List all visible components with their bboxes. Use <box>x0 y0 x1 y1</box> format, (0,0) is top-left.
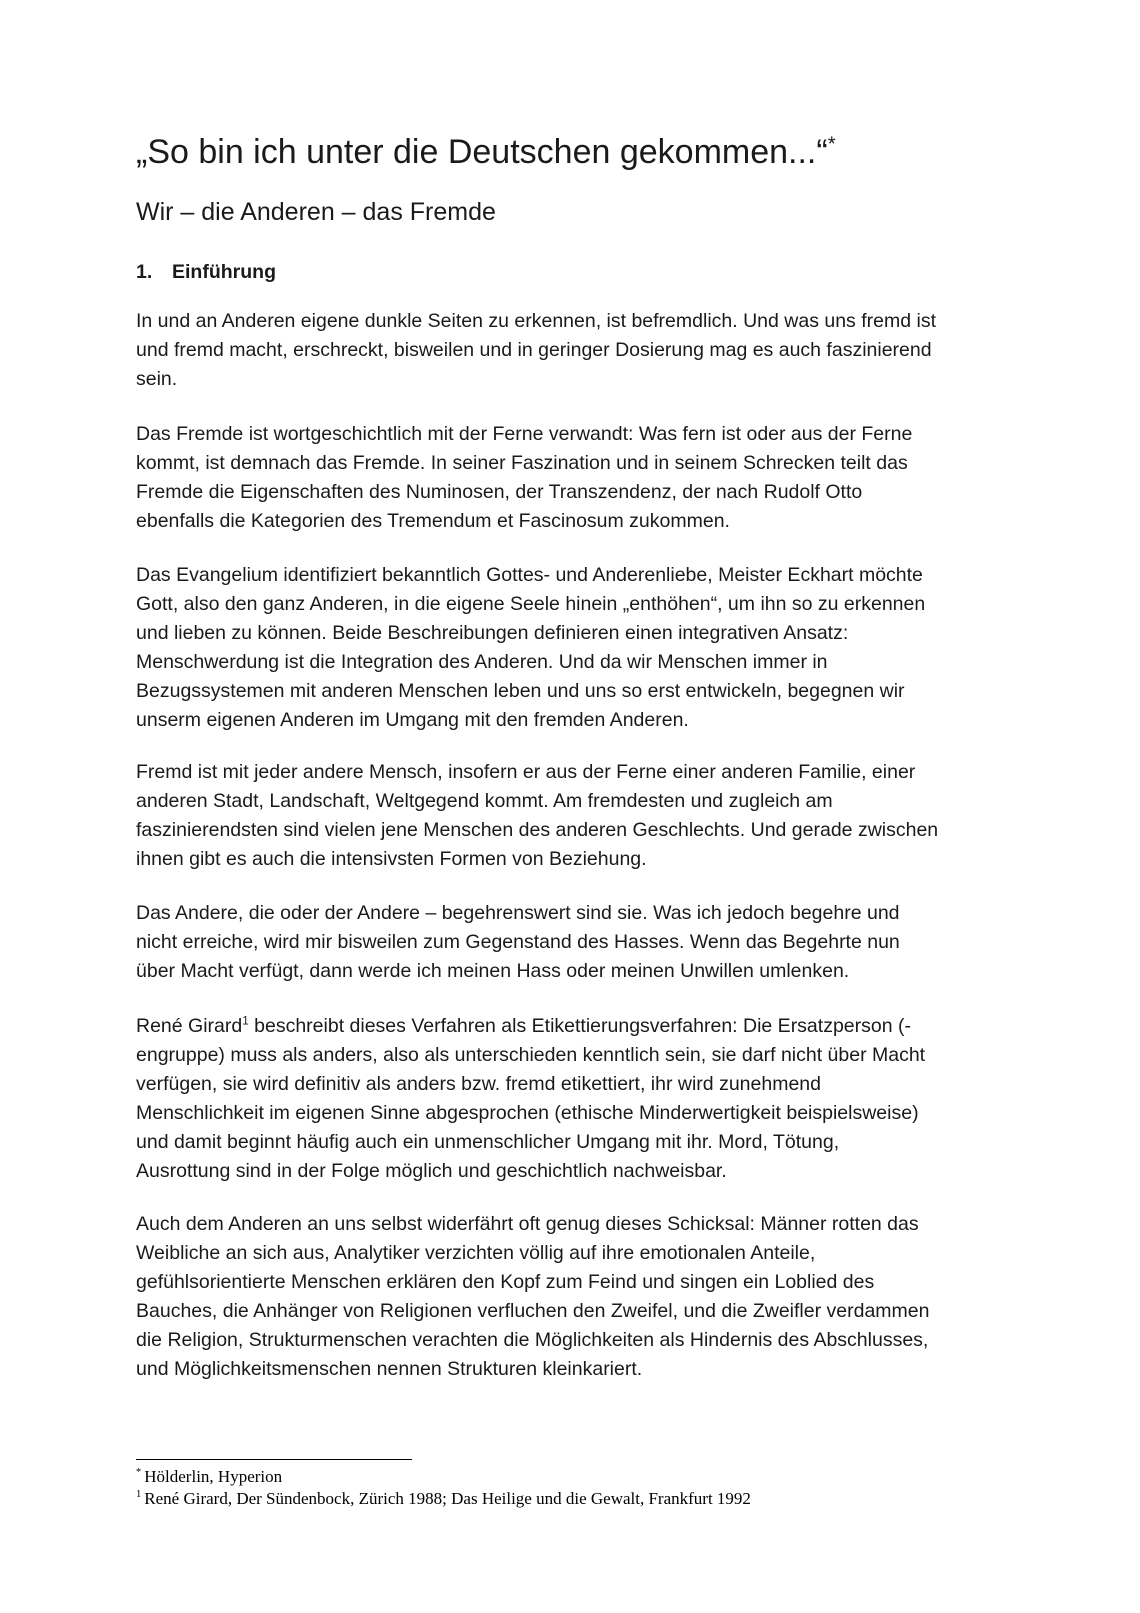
footnote-separator <box>136 1459 412 1460</box>
text-line: ihnen gibt es auch die intensivsten Formen von Beziehung. <box>136 848 647 870</box>
text-line: Das Fremde ist wortgeschichtlich mit der Ferne verwandt: Was fern ist oder aus der Ferne <box>136 423 913 445</box>
footnote-text: Hölderlin, Hyperion <box>144 1467 283 1486</box>
text-line: Bauches, die Anhänger von Religionen verfluchen den Zweifel, und die Zweifler verdammen <box>136 1300 930 1322</box>
paragraph-5 <box>136 899 1016 986</box>
text-line: Fremde die Eigenschaften des Numinosen, der Transzendenz, der nach Rudolf Otto <box>136 481 863 503</box>
footnote-mark: * <box>136 1467 142 1479</box>
text-line: ebenfalls die Kategorien des Tremendum et Fascinosum zukommen. <box>136 510 730 532</box>
text-line: Das Evangelium identifiziert bekanntlich Gottes- und Anderenliebe, Meister Eckhart möchte <box>136 564 923 586</box>
footnote-mark: 1 <box>136 1489 142 1501</box>
paragraph-girard <box>136 1012 1016 1186</box>
paragraph-last <box>136 1210 1016 1384</box>
text-line: nicht erreiche, wird mir bisweilen zum Gegenstand des Hasses. Wenn das Begehrte nun <box>136 931 900 953</box>
paragraph-2 <box>136 420 1016 536</box>
section-number: 1. <box>136 261 153 283</box>
text-line: und damit beginnt häufig auch ein unmenschlicher Umgang mit ihr. Mord, Tötung, <box>136 1131 840 1153</box>
text-line: In und an Anderen eigene dunkle Seiten zu erkennen, ist befremdlich. Und was uns fremd ist <box>136 310 936 332</box>
section-label: Einführung <box>172 261 276 283</box>
document-title <box>136 132 836 172</box>
text-line: Menschlichkeit im eigenen Sinne abgesprochen (ethische Minderwertigkeit beispielsweise) <box>136 1102 919 1124</box>
text-line: Auch dem Anderen an uns selbst widerfährt oft genug dieses Schicksal: Männer rotten das <box>136 1213 919 1235</box>
paragraph-3 <box>136 561 1016 735</box>
text-line: Bezugssystemen mit anderen Menschen leben und uns so erst entwickeln, begegnen wir <box>136 680 905 702</box>
document-subtitle: Wir – die Anderen – das Fremde <box>136 198 496 226</box>
text-line: Das Andere, die oder der Andere – begehrenswert sind sie. Was ich jedoch begehre und <box>136 902 900 924</box>
text-line: Weibliche an sich aus, Analytiker verzichten völlig auf ihre emotionalen Anteile, <box>136 1242 816 1264</box>
author-name: René Girard <box>136 1015 243 1037</box>
section-heading <box>136 259 276 285</box>
text-line: und lieben zu können. Beide Beschreibungen definieren einen integrativen Ansatz: <box>136 622 849 644</box>
text-line: über Macht verfügt, dann werde ich meinen Hass oder meinen Unwillen umlenken. <box>136 960 850 982</box>
footnote-1 <box>136 1488 751 1510</box>
text-line: und Möglichkeitsmenschen nennen Strukturen kleinkariert. <box>136 1358 643 1380</box>
text-line: und fremd macht, erschreckt, bisweilen und in geringer Dosierung mag es auch faszinierend <box>136 339 932 361</box>
text-line: Gott, also den ganz Anderen, in die eigene Seele hinein „enthöhen“, um ihn so zu erkennen <box>136 593 926 615</box>
title-footnote-mark: * <box>827 133 836 156</box>
footnote-text: René Girard, Der Sündenbock, Zürich 1988; Das Heilige und die Gewalt, Frankfurt 1992 <box>144 1489 751 1508</box>
text-line: gefühlsorientierte Menschen erklären den Kopf zum Feind und singen ein Loblied des <box>136 1271 875 1293</box>
footnote-star <box>136 1466 282 1488</box>
title-text: „So bin ich unter die Deutschen gekommen...“ <box>136 133 828 171</box>
text-line: Menschwerdung ist die Integration des Anderen. Und da wir Menschen immer in <box>136 651 828 673</box>
text-line: Ausrottung sind in der Folge möglich und geschichtlich nachweisbar. <box>136 1160 727 1182</box>
text-line: sein. <box>136 368 178 390</box>
text-line: faszinierendsten sind vielen jene Menschen des anderen Geschlechts. Und gerade zwischen <box>136 819 939 841</box>
text-line: unserm eigenen Anderen im Umgang mit den fremden Anderen. <box>136 709 689 731</box>
text-line: verfügen, sie wird definitiv als anders bzw. fremd etikettiert, ihr wird zunehmend <box>136 1073 821 1095</box>
text-line: Fremd ist mit jeder andere Mensch, insofern er aus der Ferne einer anderen Familie, einer <box>136 761 916 783</box>
text-line: kommt, ist demnach das Fremde. In seiner Faszination und in seinem Schrecken teilt das <box>136 452 908 474</box>
paragraph-4 <box>136 758 1016 874</box>
text-fragment: beschreibt dieses Verfahren als Etikettierungsverfahren: Die Ersatzperson (- <box>248 1015 911 1037</box>
text-line: engruppe) muss als anders, also als unterschieden kenntlich sein, sie darf nicht über Macht <box>136 1044 926 1066</box>
text-line: anderen Stadt, Landschaft, Weltgegend kommt. Am fremdesten und zugleich am <box>136 790 833 812</box>
text-line <box>136 1012 1016 1041</box>
paragraph-1 <box>136 307 1016 394</box>
footnote-ref-1: 1 <box>242 1014 249 1028</box>
text-line: die Religion, Strukturmenschen verachten die Möglichkeiten als Hindernis des Abschlusses, <box>136 1329 929 1351</box>
